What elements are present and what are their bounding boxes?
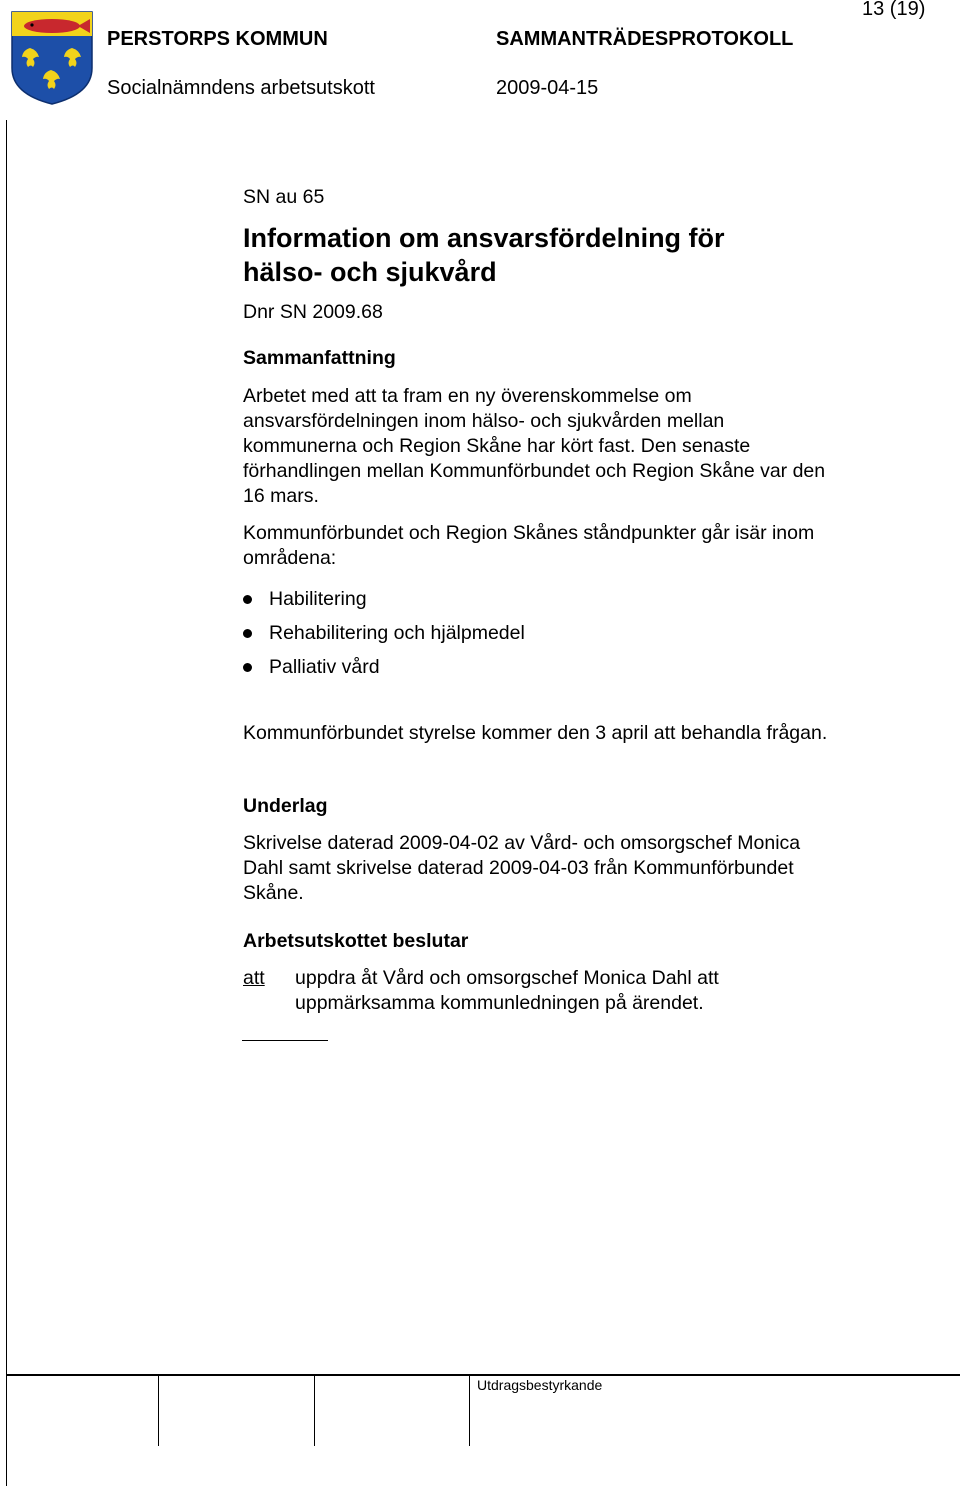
basis-heading: Underlag	[243, 795, 328, 817]
footer-top-rule	[6, 1374, 960, 1376]
decision-text: uppdra åt Vård och omsorgschef Monica Dahl att uppmärksamma kommunledningen på ärendet.	[295, 967, 719, 1014]
page-number: 13 (19)	[862, 0, 926, 20]
decision-keyword: att	[243, 967, 265, 989]
summary-paragraph-3: Kommunförbundet styrelse kommer den 3 april att behandla frågan.	[243, 722, 828, 744]
item-number: SN au 65	[243, 186, 325, 208]
footer-divider	[158, 1376, 159, 1446]
margin-rule	[6, 120, 7, 1486]
footer-divider	[469, 1376, 470, 1446]
summary-paragraph-2: Kommunförbundet och Region Skånes ståndpunkter går isär inom områdena:	[243, 522, 815, 569]
item-title	[243, 221, 863, 289]
summary-paragraph-1: Arbetet med att ta fram en ny överenskommelse om ansvarsfördelningen inom hälso- och sjukvården mellan kommunerna och Region Skåne har kört fast. Den senaste förhandlingen mellan Kommunförbundet och Region Skåne var den 16 mars.	[243, 385, 826, 507]
municipality-name: PERSTORPS KOMMUN	[107, 28, 328, 50]
decision-clause	[243, 966, 863, 1016]
committee-name: Socialnämndens arbetsutskott	[107, 77, 375, 99]
diary-number: Dnr SN 2009.68	[243, 301, 383, 323]
document-type: SAMMANTRÄDESPROTOKOLL	[496, 28, 794, 50]
municipality-logo	[10, 10, 94, 106]
end-rule	[242, 1040, 328, 1041]
item-title-line2: hälso- och sjukvård	[243, 257, 497, 287]
list-item: Habilitering	[243, 582, 863, 616]
basis-text: Skrivelse daterad 2009-04-02 av Vård- och omsorgschef Monica Dahl samt skrivelse daterad 2009-04-03 från Kommunförbundet Skåne.	[243, 832, 801, 904]
bullet-icon	[243, 595, 252, 604]
list-item: Palliativ vård	[243, 650, 863, 684]
bullet-icon	[243, 629, 252, 638]
list-item: Rehabilitering och hjälpmedel	[243, 616, 863, 650]
meeting-date: 2009-04-15	[496, 77, 599, 99]
decision-heading: Arbetsutskottet beslutar	[243, 930, 469, 952]
summary-bullet-list	[243, 582, 863, 684]
summary-heading: Sammanfattning	[243, 347, 396, 369]
bullet-icon	[243, 663, 252, 672]
item-title-line1: Information om ansvarsfördelning för	[243, 223, 725, 253]
footer-attestation-label: Utdragsbestyrkande	[477, 1377, 603, 1393]
footer-divider	[314, 1376, 315, 1446]
